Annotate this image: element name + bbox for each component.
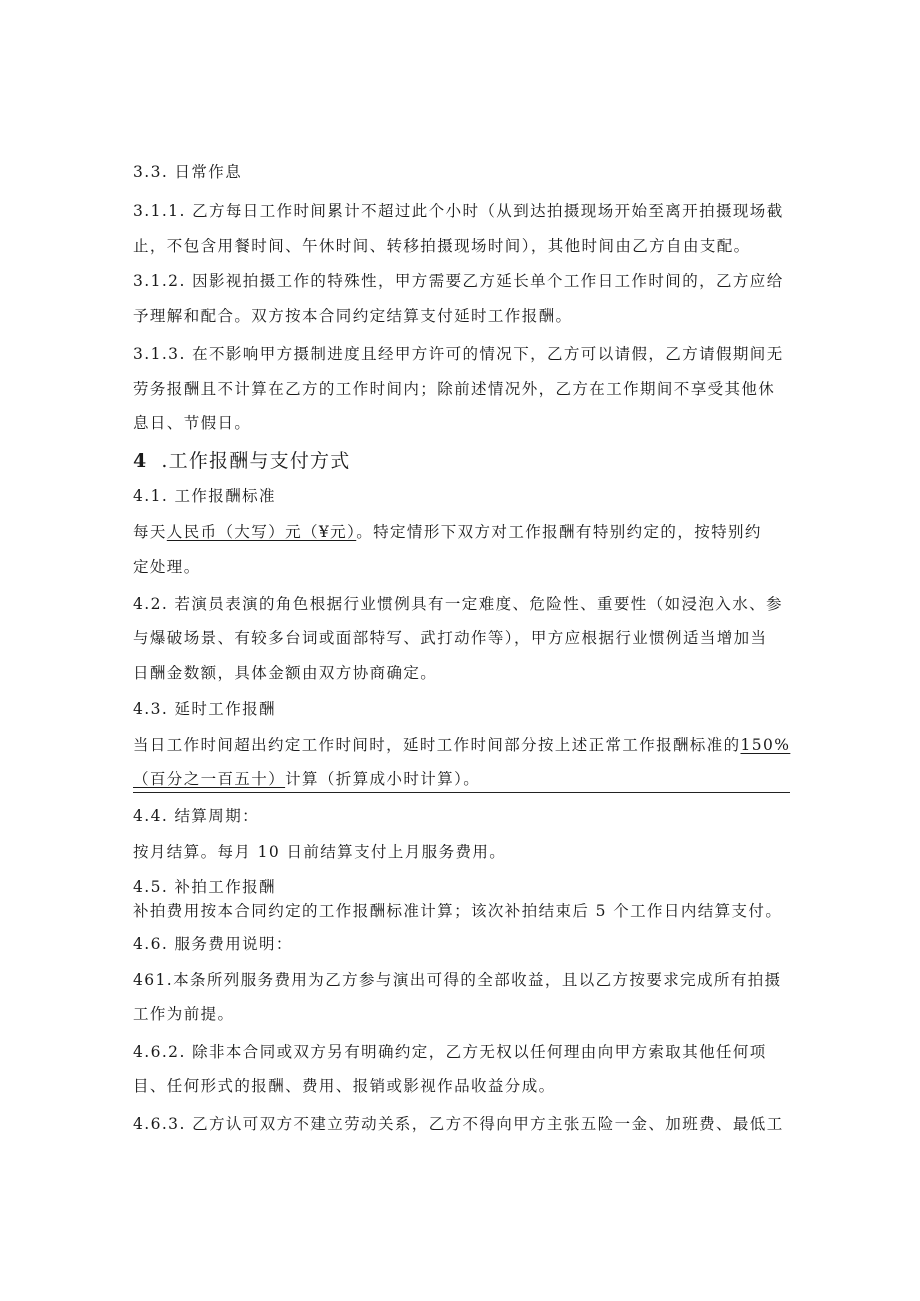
clause-4-1-text-a: 每天 — [133, 523, 167, 541]
clause-4-3-text-a: 当日工作时间超出约定工作时间时，延时工作时间部分按上述正常工作报酬标准的 — [133, 736, 741, 754]
heading-4-4: 4.4. 结算周期： — [133, 807, 260, 825]
clause-4-3-text-b: 计算（折算成小时计算）。 — [285, 770, 481, 788]
clause-4-6-1-line-1: 461.本条所列服务费用为乙方参与演出可得的全部收益，且以乙方按要求完成所有拍摄 — [133, 971, 782, 989]
clause-3-1-3-line-2: 劳务报酬且不计算在乙方的工作时间内；除前述情况外，乙方在工作期间不享受其他休 — [133, 380, 776, 398]
daily-fee-blank: 人民币（大写）元（¥元） — [166, 523, 357, 541]
heading-4-3: 4.3. 延时工作报酬 — [133, 700, 276, 718]
clause-4-2-line-1: 4.2. 若演员表演的角色根据行业惯例具有一定难度、危险性、重要性（如浸泡入水、参 — [133, 595, 783, 613]
clause-4-6-2-line-1: 4.6.2. 除非本合同或双方另有明确约定，乙方无权以任何理由向甲方索取其他任何项 — [133, 1043, 767, 1061]
clause-4-5: 补拍费用按本合同约定的工作报酬标准计算；该次补拍结束后 5 个工作日内结算支付。 — [133, 902, 783, 920]
section-4-number: 4 — [133, 450, 148, 472]
clause-3-1-3-line-1: 3.1.3. 在不影响甲方摄制进度且经甲方许可的情况下，乙方可以请假，乙方请假期间无 — [133, 345, 784, 363]
clause-4-1-line-2: 定处理。 — [133, 558, 201, 576]
clause-4-2-line-3: 日酬金数额，具体金额由双方协商确定。 — [133, 664, 438, 682]
clause-3-1-1-line-2: 止，不包含用餐时间、午休时间、转移拍摄现场时间），其他时间由乙方自由支配。 — [133, 237, 751, 255]
heading-3-3: 3.3. 日常作息 — [133, 163, 243, 181]
clause-4-6-2-line-2: 目、任何形式的报酬、费用、报销或影视作品收益分成。 — [133, 1077, 556, 1095]
clause-3-1-2-line-2: 予理解和配合。双方按本合同约定结算支付延时工作报酬。 — [133, 307, 573, 325]
section-4-heading — [133, 449, 350, 473]
clause-4-1-text-b: 。特定情形下双方对工作报酬有特别约定的，按特别约 — [356, 523, 762, 541]
horizontal-rule — [133, 792, 790, 793]
heading-4-1: 4.1. 工作报酬标准 — [133, 487, 276, 505]
clause-4-2-line-2: 与爆破场景、有较多台词或面部特写、武打动作等），甲方应根据行业惯例适当增加当 — [133, 629, 768, 647]
clause-4-6-3-line-1: 4.6.3. 乙方认可双方不建立劳动关系，乙方不得向甲方主张五险一金、加班费、最低工 — [133, 1115, 784, 1133]
heading-4-6: 4.6. 服务费用说明： — [133, 935, 293, 953]
clause-4-3-line-1 — [133, 735, 790, 755]
clause-4-3-line-2 — [133, 769, 480, 789]
heading-4-5: 4.5. 补拍工作报酬 — [133, 878, 276, 896]
clause-4-4: 按月结算。每月 10 日前结算支付上月服务费用。 — [133, 843, 507, 861]
clause-3-1-2-line-1: 3.1.2. 因影视拍摄工作的特殊性，甲方需要乙方延长单个工作日工作时间的，乙方应给 — [133, 272, 784, 290]
clause-3-1-1-line-1: 3.1.1. 乙方每日工作时间累计不超过此个小时（从到达拍摄现场开始至离开拍摄现场截 — [133, 202, 784, 220]
section-4-title: .工作报酬与支付方式 — [161, 450, 351, 472]
overtime-rate-words: （百分之一百五十） — [133, 770, 286, 788]
clause-4-1-line-1 — [133, 522, 762, 542]
clause-3-1-3-line-3: 息日、节假日。 — [133, 414, 252, 432]
clause-4-6-1-line-2: 工作为前提。 — [133, 1005, 235, 1023]
overtime-rate-percent: 150% — [740, 736, 791, 754]
